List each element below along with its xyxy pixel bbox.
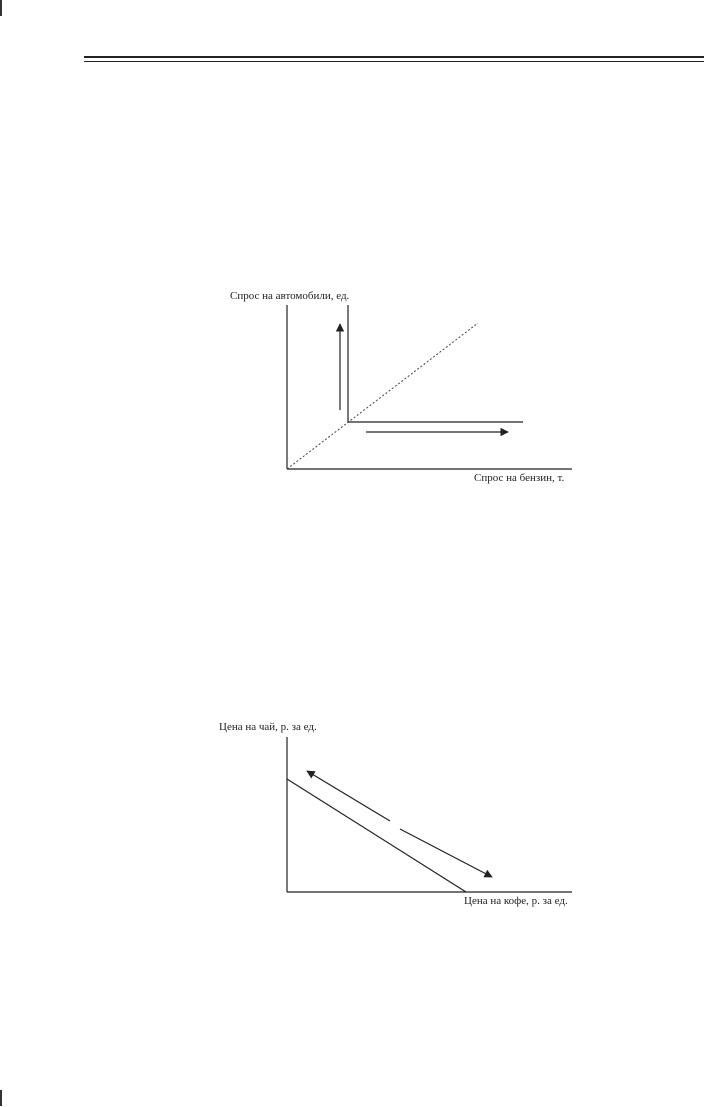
figure2-arrow-down-right bbox=[400, 829, 492, 877]
figure1-x-axis-label: Спрос на бензин, т. bbox=[474, 472, 565, 484]
figure1-y-axis-label: Спрос на автомобили, ед. bbox=[230, 290, 350, 302]
figure2-y-axis-label: Цена на чай, р. за ед. bbox=[219, 721, 317, 733]
figure2-relationship-line bbox=[287, 779, 466, 892]
figure2-x-axis-label: Цена на кофе, р. за ед. bbox=[464, 895, 568, 907]
figure2-arrow-up-left bbox=[307, 771, 390, 821]
